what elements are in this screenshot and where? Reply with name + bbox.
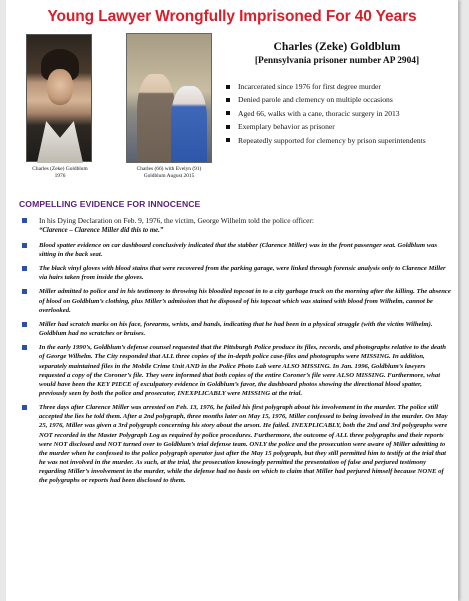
evidence-item: In the early 1990’s, Goldblum’s defense counsel requested that the Pittsburgh Police produce its files, records, and photographs relative to the death of George Wilhelm. The City responded that ALL three copies of the in-depth police case-files and photographs were MISSING. In addition, separately maintained files in the Mobile Crime Unit AND in the Police Photo Lab were ALSO MISSING. In Jan. 1996, Goldblum’s lawyers requested a copy of the Coroner’s file. They were informed that both copies of the entire Coroner’s file were ALSO MISSING. Furthermore, what would have been the KEY PIECE of exculpatory evidence in Goldblum’s favor, the dashboard photos showing the directional blood spatter, previously seen by both the police and prosecutor, INEXPLICABLY were MISSING at the trial. [19,343,451,398]
square-bullet-icon [226,85,230,89]
section-title: COMPELLING EVIDENCE FOR INNOCENCE [19,199,201,209]
fact-item: Aged 66, walks with a cane, thoracic surgery in 2013 [224,109,454,119]
evidence-item: Miller had scratch marks on his face, forearms, wrists, and hands, indicating that he had been in a physical struggle (with the victim Wilhelm). Goldblum had no scratches or bruises. [19,320,451,338]
evidence-item: Miller admitted to police and in his testimony to throwing his bloodied topcoat in to a city garbage truck on the morning after the killing. The absence of blood on Goldblum’s clothing, plus Miller’s admission that he disposed of his topcoat which was stained with blood from Wilhelm, cannot be overlooked. [19,287,451,314]
fact-item: Incarcerated since 1976 for first degree murder [224,82,454,92]
document-page [6,0,458,601]
evidence-item: Three days after Clarence Miller was arrested on Feb. 13, 1976, he failed his first polygraph about his involvement in the murder. The police still accepted the lies he told them. After a 2nd polygraph, three months later on May 15, 1976, Miller confessed to being involved in the murder. On May 25, 1976, Miller was given a 3rd polygraph concerning his story about the arson. He failed. INEXPLICABLY, both the 2nd and 3rd polygraphs were NOT recorded in the Master Polygraph Log as required by police procedures. Furthermore, the outcome of ALL three polygraphs and their reports were NOT disclosed and NOT turned over to Goldblum’s trial defense team. ONLY the police and the prosecution were aware of Miller admitting to the murder when he confessed to the police polygraph operator just after the May 15 polygraph, but they still permitted him to testify at the trial that he was not involved in the murder. As such, at the trial, the prosecution knowingly permitted the presentation of false and perjured testimony regarding Miller’s involvement in the murder, while the defense had no basis on which to claim that Miller had perjured himself because NONE of the polygraphs or reports had been disclosed to them. [19,403,451,485]
photo-caption-1: Charles (Zeke) Goldblum 1976 [32,166,88,179]
square-bullet-icon [226,138,230,142]
square-bullet-icon [22,322,27,327]
evidence-item: In his Dying Declaration on Feb. 9, 1976, the victim, George Wilhelm told the police officer: “Clarence – Clarence Miller did this to me.” [19,216,451,236]
square-bullet-icon [226,98,230,102]
photo-with-mother-2015 [126,33,212,163]
square-bullet-icon [226,125,230,129]
fact-item: Denied parole and clemency on multiple occasions [224,95,454,105]
square-bullet-icon [22,345,27,350]
square-bullet-icon [22,243,27,248]
square-bullet-icon [22,218,27,223]
profile-name: Charles (Zeke) Goldblum [273,40,401,53]
fact-list [224,82,454,149]
square-bullet-icon [226,111,230,115]
fact-item: Exemplary behavior as prisoner [224,122,454,132]
evidence-list [19,216,451,491]
square-bullet-icon [22,405,27,410]
headline: Young Lawyer Wrongfully Imprisoned For 40 Years [47,8,417,25]
fact-item: Repeatedly supported for clemency by prison superintendents [224,136,454,146]
photo-caption-2: Charles (66) with Evelyn (91) Goldblum August 2015 [136,166,202,179]
evidence-item: The black vinyl gloves with blood stains that were recovered from the parking garage, were linked through forensic analysis only to Clarence Miller via hairs taken from inside the gloves. [19,264,451,282]
square-bullet-icon [22,266,27,271]
evidence-item: Blood spatter evidence on car dashboard conclusively indicated that the stabber (Clarence Miller) was in the front passenger seat. Goldblum was sitting in the back seat. [19,241,451,259]
portrait-photo-1976 [26,34,92,162]
prisoner-number: [Pennsylvania prisoner number AP 2904] [254,56,420,66]
square-bullet-icon [22,289,27,294]
